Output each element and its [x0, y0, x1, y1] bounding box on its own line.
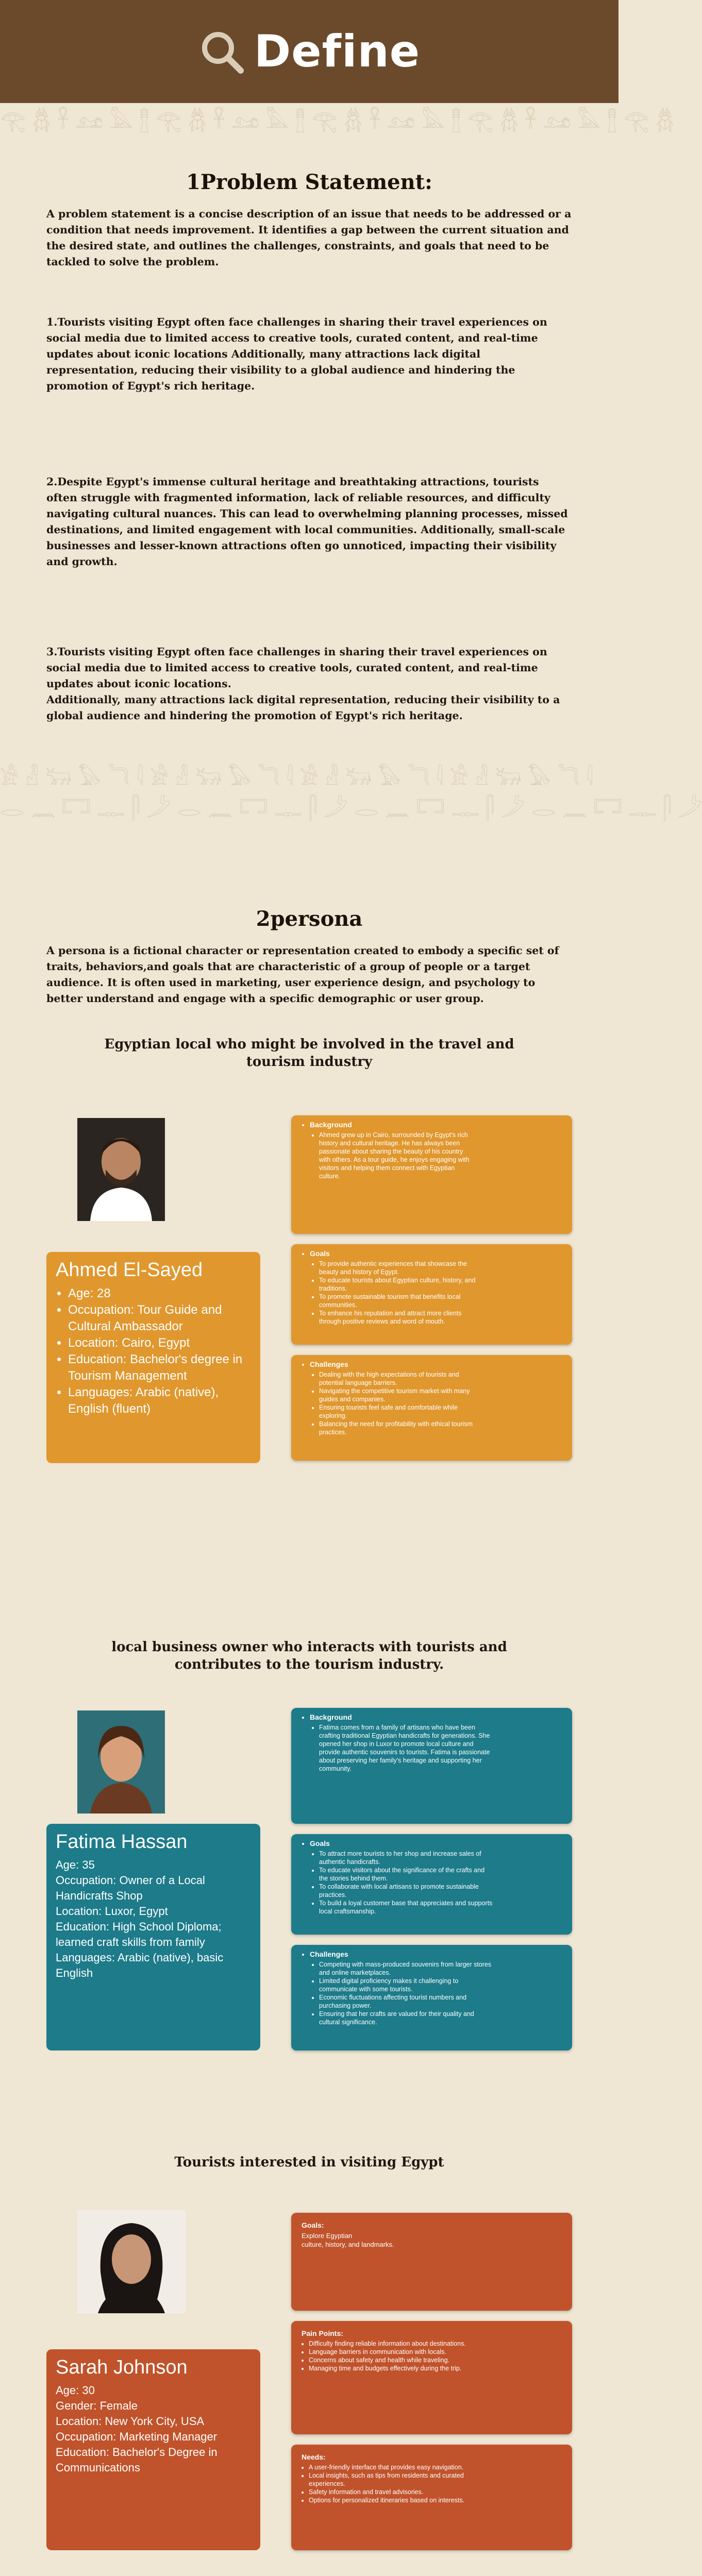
persona3-pain-point: • Language barriers in communication with locals.: [309, 2348, 497, 2356]
persona1-namecard: [46, 1252, 260, 1463]
persona3-goals-card: [291, 2213, 572, 2311]
persona1-background-card: [291, 1115, 572, 1234]
persona1-goal: • To enhance his reputation and attract more clients through positive reviews and word of mouth.: [319, 1309, 484, 1326]
persona2-challenge: • Limited digital proficiency makes it challenging to communicate with some tourists.: [319, 1977, 494, 1993]
persona2-goal: • To collaborate with local artisans to promote sustainable practices.: [319, 1883, 494, 1899]
persona3-detail: Education: Bachelor's Degree in Communications: [56, 2446, 218, 2474]
persona1-background-title: • Background: [310, 1121, 565, 1129]
persona1-detail: • Location: Cairo, Egypt: [68, 1335, 251, 1351]
persona2-detail: Age: 35: [56, 1858, 95, 1871]
persona1-challenge: • Navigating the competitive tourism market with many guides and companies.: [319, 1387, 484, 1403]
persona1-photo: [77, 1118, 165, 1221]
persona2-background-card: [291, 1708, 572, 1824]
problem-intro: A problem statement is a concise description of an issue that needs to be addressed or a condition that needs improvement. It identifies a gap between the current situation and the desired state, and outlines the challenges, constraints, and goals that need to be tackled to solve the problem.: [46, 208, 572, 268]
persona1-heading: Egyptian local who might be involved in the travel and tourism industry: [104, 1037, 514, 1070]
persona3-namecard: [46, 2349, 260, 2550]
persona2-goal: • To educate visitors about the significance of the crafts and the stories behind them.: [319, 1866, 494, 1883]
persona1-goal: • To educate tourists about Egyptian culture, history, and traditions.: [319, 1276, 484, 1293]
persona1-detail: • Occupation: Tour Guide and Cultural Ambassador: [68, 1302, 251, 1335]
persona1-name: Ahmed El-Sayed: [56, 1259, 203, 1281]
problem-point-2: 2.Despite Egypt's immense cultural heritage and breathtaking attractions, tourists often struggle with fragmented information, lack of reliable resources, and difficulty navigating cultural nuances. This can lead to overwhelming planning processes, missed destinations, and limited engagement with local communities. Additionally, small-scale businesses and lesser-known attractions often go unnoticed, impacting their visibility and growth.: [46, 476, 568, 568]
persona3-needs-title: Needs:: [302, 2453, 326, 2461]
persona2-detail: Location: Luxor, Egypt: [56, 1905, 168, 1918]
persona3-pain-point: • Concerns about safety and health while traveling.: [309, 2356, 497, 2364]
persona2-background-text: • Fatima comes from a family of artisans who have been crafting traditional Egyptian handicrafts for generations. She opened her shop in Luxor to promote local culture and provide authentic souvenirs to tourists. Fatima is passionate about preserving her family's heritage and supporting her community.: [319, 1723, 494, 1773]
persona3-goal: culture, history, and landmarks.: [302, 2241, 394, 2248]
persona2-goal: • To build a loyal customer base that appreciates and supports local craftsmanship.: [319, 1899, 494, 1916]
persona2-goals-title: • Goals: [310, 1839, 565, 1848]
persona3-need: • Local insights, such as tips from residents and curated experiences.: [309, 2471, 497, 2488]
persona1-details: [56, 1285, 251, 1417]
persona1-challenges-card: [291, 1355, 572, 1461]
persona3-pain-card: [291, 2321, 572, 2434]
persona3-detail: Gender: Female: [56, 2399, 138, 2412]
persona2-name: Fatima Hassan: [56, 1831, 188, 1853]
persona3-name: Sarah Johnson: [56, 2357, 188, 2378]
persona3-pain-point: • Difficulty finding reliable information about destinations.: [309, 2340, 497, 2348]
persona3-need: • Safety information and travel advisories.: [309, 2488, 497, 2496]
persona3-detail: Occupation: Marketing Manager: [56, 2430, 218, 2443]
persona3-photo: [77, 2210, 186, 2313]
persona-title: 2persona: [256, 907, 363, 931]
persona2-photo: [77, 1710, 165, 1814]
persona2-detail: Occupation: Owner of a Local Handicrafts Shop: [56, 1874, 205, 1902]
persona1-goal: • To promote sustainable tourism that benefits local communities.: [319, 1293, 484, 1309]
header-title: Define: [254, 26, 421, 77]
header-banner: [0, 0, 619, 103]
persona2-challenge: • Economic fluctuations affecting tourist numbers and purchasing power.: [319, 1993, 494, 2010]
persona1-challenge: • Balancing the need for profitability with ethical tourism practices.: [319, 1420, 484, 1436]
persona3-pain-title: Pain Points:: [302, 2329, 343, 2337]
persona3-goals-title: Goals:: [302, 2221, 324, 2229]
persona3-details: [56, 2383, 251, 2476]
persona3-detail: Location: New York City, USA: [56, 2415, 205, 2428]
persona1-challenge: • Ensuring tourists feel safe and comfortable while exploring.: [319, 1403, 484, 1420]
persona3-need: • Options for personalized itineraries based on interests.: [309, 2496, 497, 2504]
persona3-detail: Age: 30: [56, 2384, 95, 2397]
persona2-detail: Languages: Arabic (native), basic English: [56, 1951, 224, 1979]
persona1-detail: • Age: 28: [68, 1285, 251, 1302]
hieroglyph-pattern-mid: 𓀀 𓁐 𓃒 𓅃 𓆓 𓇋 𓀀 𓁐 𓃒 𓅃 𓆓 𓇋 𓀀 𓁐 𓃒 𓅃 𓆓 𓇋 𓀀 𓁐 𓃒 𓅃 𓆓 𓇋 𓂋 𓈖 𓉐 𓊃 𓋴 𓌳 𓂋 𓈖 𓉐 𓊃 𓋴 𓌳 𓂋 𓈖 𓉐 𓊃 𓋴 𓌳 𓂋 𓈖 𓉐 𓊃 𓋴 𓌳: [0, 766, 702, 821]
persona3-need: • A user-friendly interface that provides easy navigation.: [309, 2463, 497, 2471]
persona3-pain-point: • Managing time and budgets effectively during the trip.: [309, 2364, 497, 2372]
persona2-details: [56, 1857, 251, 1981]
problem-title: 1Problem Statement:: [186, 170, 432, 194]
persona1-goals-card: [291, 1244, 572, 1345]
persona1-challenge: • Dealing with the high expectations of tourists and potential language barriers.: [319, 1370, 484, 1387]
hieroglyph-pattern-top: 𓂀 𓆣 𓋹 𓃭 𓅓 𓊽 𓂀 𓆣 𓋹 𓃭 𓅓 𓊽 𓂀 𓆣 𓋹 𓃭 𓅓 𓊽 𓂀 𓆣 𓋹 𓃭 𓅓 𓊽 𓂀 𓆣: [0, 109, 674, 133]
persona2-challenge: • Competing with mass-produced souvenirs from larger stores and online marketplaces.: [319, 1960, 494, 1977]
persona2-detail: Education: High School Diploma; learned craft skills from family: [56, 1920, 222, 1948]
persona3-goal: Explore Egyptian: [302, 2232, 353, 2240]
magnifier-icon: [198, 28, 245, 75]
persona2-challenge: • Ensuring that her crafts are valued for their quality and cultural significance.: [319, 2010, 494, 2026]
persona2-challenges-title: • Challenges: [310, 1950, 565, 1958]
persona1-goal: • To provide authentic experiences that showcase the beauty and history of Egypt.: [319, 1260, 484, 1276]
persona3-heading: Tourists interested in visiting Egypt: [174, 2155, 444, 2170]
persona-intro: A persona is a fictional character or representation created to embody a specific set of traits, behaviors,and goals that are characteristic of a group of people or a target audience. It is often used in marketing, user experience design, and psychology to better understand and engage with a specific demographic or user group.: [46, 944, 559, 1005]
persona2-goals-card: [291, 1834, 572, 1935]
persona2-background-title: • Background: [310, 1713, 565, 1721]
persona1-background-text: • Ahmed grew up in Cairo, surrounded by Egypt's rich history and cultural heritage. He has always been passionate about sharing the beauty of his country with others. As a tour guide, he enjoys engaging with visitors and helping them connect with Egyptian culture.: [319, 1131, 474, 1180]
persona1-goals-title: • Goals: [310, 1249, 565, 1258]
persona2-heading: local business owner who interacts with tourists and contributes to the tourism industry.: [111, 1639, 507, 1672]
problem-point-3: 3.Tourists visiting Egypt often face challenges in sharing their travel experiences on social media due to limited access to creative tools, curated content, and real-time updates about iconic locations. Additionally, many attractions lack digital representation, reducing their visibility to a global audience and hindering the promotion of Egypt's rich heritage.: [46, 646, 560, 722]
persona3-needs-card: [291, 2445, 572, 2550]
persona1-detail: • Education: Bachelor's degree in Tourism Management: [68, 1351, 251, 1384]
persona2-namecard: [46, 1824, 260, 2050]
persona2-challenges-card: [291, 1945, 572, 2050]
persona1-challenges-title: • Challenges: [310, 1360, 565, 1368]
problem-point-1: 1.Tourists visiting Egypt often face challenges in sharing their travel experiences on social media due to limited access to creative tools, curated content, and real-time updates about iconic locations Additionally, many attractions lack digital representation, reducing their visibility to a global audience and hindering the promotion of Egypt's rich heritage.: [46, 316, 547, 392]
persona1-detail: • Languages: Arabic (native), English (fluent): [68, 1384, 251, 1417]
persona2-goal: • To attract more tourists to her shop and increase sales of authentic handicrafts.: [319, 1850, 494, 1866]
